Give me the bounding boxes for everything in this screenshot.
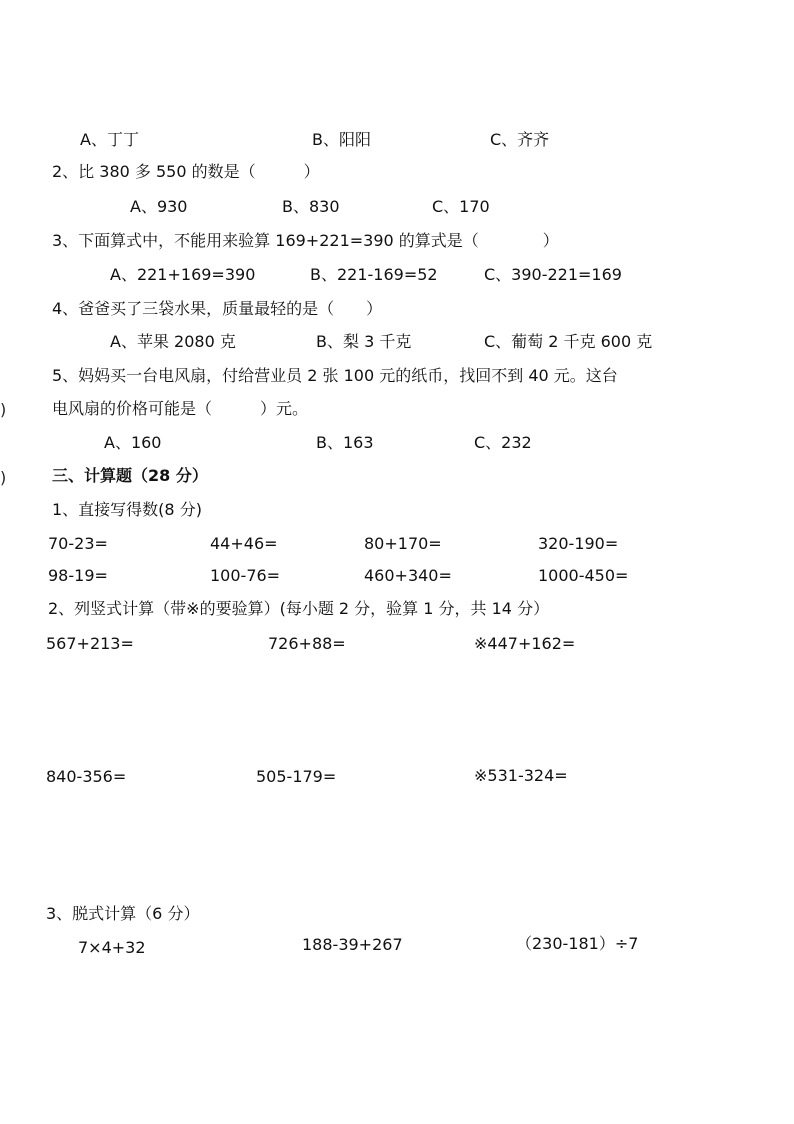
vertical-calc-item: 567+213= xyxy=(46,634,134,653)
q1-option-a: A、丁丁 xyxy=(80,130,139,149)
oral-calc-item: 1000-450= xyxy=(538,566,629,585)
q2-option-c: C、170 xyxy=(432,197,490,216)
margin-paren-mark: ) xyxy=(0,400,7,419)
part1-title: 1、直接写得数(8 分) xyxy=(52,500,202,519)
vertical-calc-item: 840-356= xyxy=(46,767,127,786)
q1-option-c: C、齐齐 xyxy=(490,130,550,149)
q5-stem-line2: 电风扇的价格可能是（ ）元。 xyxy=(52,399,309,418)
section-title: 三、计算题（28 分） xyxy=(52,466,208,485)
q5-option-a: A、160 xyxy=(104,433,162,452)
q3-stem: 3、下面算式中，不能用来验算 169+221=390 的算式是（ ） xyxy=(52,231,559,250)
q3-option-b: B、221-169=52 xyxy=(310,265,438,284)
oral-calc-item: 98-19= xyxy=(48,566,108,585)
q4-stem: 4、爸爸买了三袋水果，质量最轻的是（ ） xyxy=(52,299,383,318)
q2-stem: 2、比 380 多 550 的数是（ ） xyxy=(52,162,320,181)
part2-title: 2、列竖式计算（带※的要验算）(每小题 2 分，验算 1 分，共 14 分） xyxy=(48,599,550,618)
vertical-calc-item: ※447+162= xyxy=(474,634,576,653)
part3-title: 3、脱式计算（6 分） xyxy=(46,904,200,923)
margin-paren-mark: ) xyxy=(0,468,7,487)
q2-option-b: B、830 xyxy=(282,197,340,216)
vertical-calc-item: 505-179= xyxy=(256,767,337,786)
q3-option-a: A、221+169=390 xyxy=(110,265,256,284)
q3-option-c: C、390-221=169 xyxy=(484,265,622,284)
q1-option-b: B、阳阳 xyxy=(312,130,371,149)
step-calc-item: 7×4+32 xyxy=(78,938,146,957)
oral-calc-item: 320-190= xyxy=(538,534,619,553)
q5-option-b: B、163 xyxy=(316,433,374,452)
oral-calc-item: 44+46= xyxy=(210,534,278,553)
step-calc-item: （230-181）÷7 xyxy=(516,934,639,953)
q2-option-a: A、930 xyxy=(130,197,188,216)
vertical-calc-item: ※531-324= xyxy=(474,766,568,785)
oral-calc-item: 70-23= xyxy=(48,534,108,553)
q4-option-c: C、葡萄 2 千克 600 克 xyxy=(484,332,653,351)
q4-option-a: A、苹果 2080 克 xyxy=(110,332,236,351)
step-calc-item: 188-39+267 xyxy=(302,935,403,954)
oral-calc-item: 460+340= xyxy=(364,566,452,585)
vertical-calc-item: 726+88= xyxy=(268,634,346,653)
oral-calc-item: 80+170= xyxy=(364,534,442,553)
q4-option-b: B、梨 3 千克 xyxy=(316,332,412,351)
oral-calc-item: 100-76= xyxy=(210,566,281,585)
q5-stem-line1: 5、妈妈买一台电风扇，付给营业员 2 张 100 元的纸币，找回不到 40 元。这台 xyxy=(52,366,618,385)
q5-option-c: C、232 xyxy=(474,433,532,452)
